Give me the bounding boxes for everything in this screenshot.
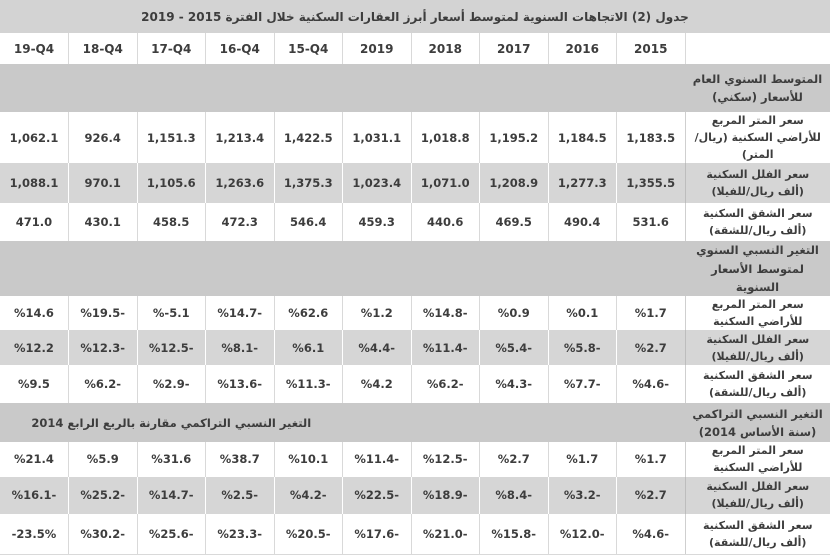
value-cell: %1.7 [617,442,686,476]
value-cell: %38.7 [206,442,275,476]
value-cell: %4.2- [274,477,343,514]
column-header-2015: 2015 [617,33,686,64]
value-cell: 1,071.0 [411,163,480,203]
section-header: التغير النسبي السنوي لمتوسط الأسعار السنوية [685,241,830,296]
value-cell: %1.7 [548,442,617,476]
table-row [0,112,830,163]
value-cell: %14.7- [206,296,275,330]
section-header: المتوسط السنوي العام للأسعار (سكني) [685,64,830,112]
column-header-16-Q4: 16-Q4 [206,33,275,64]
value-cell: 926.4 [69,112,138,163]
value-cell: %11.3- [274,365,343,403]
value-cell: 1,422.5 [274,112,343,163]
value-cell: %62.6 [274,296,343,330]
value-cell: %12.5- [411,442,480,476]
table-row [0,163,830,203]
section-band-spacer [0,64,685,112]
value-cell: %20.5- [274,514,343,555]
value-cell: 1,031.1 [343,112,412,163]
value-cell: %22.5- [343,477,412,514]
value-cell: 1,277.3 [548,163,617,203]
row-label: سعر الفلل السكنية (ألف ريال/للفيلا) [685,163,830,203]
value-cell: 440.6 [411,203,480,241]
value-cell: 531.6 [617,203,686,241]
row-label: سعر الفلل السكنية (ألف ريال/للفيلا) [685,477,830,514]
value-cell: %0.1 [548,296,617,330]
value-cell: %4.3- [480,365,549,403]
column-header-18-Q4: 18-Q4 [69,33,138,64]
row-label: سعر الفلل السكنية (ألف ريال/للفيلا) [685,330,830,365]
value-cell: %8.1- [206,330,275,365]
value-cell: %25.6- [137,514,206,555]
section-header: التغير النسبي التراكمي (سنة الأساس 2014) [685,403,830,442]
table-row [0,442,830,476]
value-cell: %4.6- [617,365,686,403]
value-cell: %6.2- [411,365,480,403]
section-band-note: التغير النسبي التراكمي مقارنة بالربع الرابع 2014 [0,403,343,442]
value-cell: 472.3 [206,203,275,241]
value-cell: 1,023.4 [343,163,412,203]
value-cell: %12.0- [548,514,617,555]
value-cell: %2.7 [617,477,686,514]
row-label: سعر الشقق السكنية (ألف ريال/للشقة) [685,514,830,555]
value-cell: %3.2- [548,477,617,514]
value-cell: 1,184.5 [548,112,617,163]
value-cell: %14.8- [411,296,480,330]
row-label: سعر المتر المربع للأراضي السكنية [685,442,830,476]
value-cell: %31.6 [137,442,206,476]
column-header-2017: 2017 [480,33,549,64]
table-row [0,296,830,330]
value-cell: 1,151.3 [137,112,206,163]
row-label: سعر المتر المربع للأراضي السكنية (ريال/المتر) [685,112,830,163]
value-cell: 1,208.9 [480,163,549,203]
table-row [0,514,830,555]
table-title: جدول (2) الاتجاهات السنوية لمتوسط أسعار أبرز العقارات السكنية خلال الفترة 2015 - 2019 [0,0,830,33]
value-cell: %25.2- [69,477,138,514]
value-cell: 458.5 [137,203,206,241]
value-cell: %8.4- [480,477,549,514]
value-cell: %13.6- [206,365,275,403]
value-cell: %12.5- [137,330,206,365]
value-cell: %30.2- [69,514,138,555]
value-cell: 430.1 [69,203,138,241]
value-cell: %6.1 [274,330,343,365]
column-header-19-Q4: 19-Q4 [0,33,69,64]
value-cell: %12.3- [69,330,138,365]
value-cell: 546.4 [274,203,343,241]
section-header-row [0,64,830,112]
value-cell: %10.1 [274,442,343,476]
value-cell: %2.7 [617,330,686,365]
row-label: سعر المتر المربع للأراضي السكنية [685,296,830,330]
value-cell: 490.4 [548,203,617,241]
table-title-row [0,0,830,33]
value-cell: %14.6 [0,296,69,330]
value-cell: %11.4- [343,442,412,476]
section-band-spacer [0,241,685,296]
table-row [0,203,830,241]
value-cell: %5.8- [548,330,617,365]
value-cell: %4.2 [343,365,412,403]
column-header-2016: 2016 [548,33,617,64]
value-cell: 1,018.8 [411,112,480,163]
section-header-row [0,241,830,296]
value-cell: %23.3- [206,514,275,555]
value-cell: %14.7- [137,477,206,514]
value-cell: %9.5 [0,365,69,403]
column-header-2018: 2018 [411,33,480,64]
value-cell: %1.7 [617,296,686,330]
value-cell: %21.4 [0,442,69,476]
table-row [0,330,830,365]
value-cell: %7.7- [548,365,617,403]
value-cell: %4.6- [617,514,686,555]
value-cell: 1,105.6 [137,163,206,203]
section-band-spacer [343,403,686,442]
value-cell: %2.7 [480,442,549,476]
value-cell: 459.3 [343,203,412,241]
value-cell: %12.2 [0,330,69,365]
value-cell: %11.4- [411,330,480,365]
value-cell: %15.8- [480,514,549,555]
value-cell: 1,375.3 [274,163,343,203]
column-header-row [0,33,830,64]
value-cell: %2.9- [137,365,206,403]
value-cell: 1,213.4 [206,112,275,163]
value-cell: %4.4- [343,330,412,365]
value-cell: %19.5- [69,296,138,330]
value-cell: %0.9 [480,296,549,330]
value-cell: 1,263.6 [206,163,275,203]
value-cell: %18.9- [411,477,480,514]
value-cell: %2.5- [206,477,275,514]
column-header-spacer [685,33,830,64]
table-row [0,365,830,403]
value-cell: 1,088.1 [0,163,69,203]
row-label: سعر الشقق السكنية (ألف ريال/للشقة) [685,365,830,403]
value-cell: 1,183.5 [617,112,686,163]
value-cell: %5.9 [69,442,138,476]
value-cell: %6.2- [69,365,138,403]
value-cell: %1.2 [343,296,412,330]
table-row [0,477,830,514]
value-cell: 1,195.2 [480,112,549,163]
column-header-15-Q4: 15-Q4 [274,33,343,64]
value-cell: 1,355.5 [617,163,686,203]
value-cell: %5.4- [480,330,549,365]
value-cell: 471.0 [0,203,69,241]
column-header-17-Q4: 17-Q4 [137,33,206,64]
value-cell: -23.5% [0,514,69,555]
value-cell: %21.0- [411,514,480,555]
value-cell: 1,062.1 [0,112,69,163]
section-header-row [0,403,830,442]
value-cell: 970.1 [69,163,138,203]
value-cell: %-5.1 [137,296,206,330]
value-cell: 469.5 [480,203,549,241]
value-cell: %16.1- [0,477,69,514]
column-header-2019: 2019 [343,33,412,64]
row-label: سعر الشقق السكنية (ألف ريال/للشقة) [685,203,830,241]
value-cell: %17.6- [343,514,412,555]
